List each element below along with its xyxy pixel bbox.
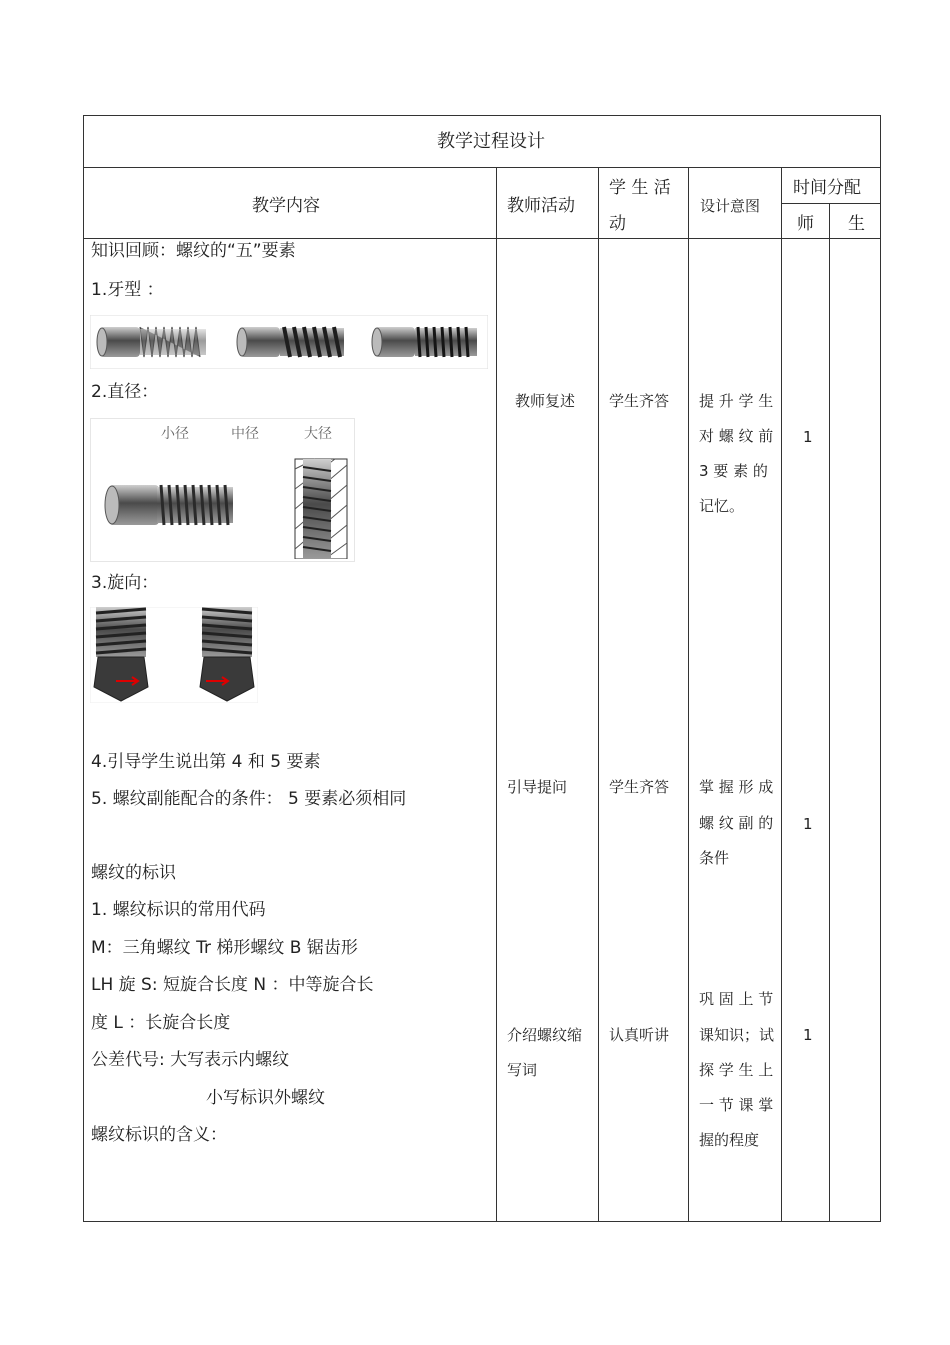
row3-time-teacher: 1: [803, 1026, 813, 1044]
minor-diameter-label: 小径: [161, 426, 189, 442]
header-time-student: 生: [848, 214, 865, 234]
col-divider-time: [829, 203, 830, 1222]
row3-teacher-activity-line2: 写词: [507, 1061, 538, 1079]
row1-student-activity: 学生齐答: [609, 392, 670, 410]
thread-marking-heading: 螺纹的标识: [91, 863, 176, 883]
triangular-thread-icon: [97, 327, 206, 357]
diameter-figure: [90, 418, 355, 562]
codes-line-1: M：三角螺纹 Tr 梯形螺纹 B 锯齿形: [91, 938, 358, 958]
row1-intent-line: 3 要 素 的: [699, 462, 768, 480]
codes-line-2: LH 旋 S: 短旋合长度 N ：中等旋合长: [91, 975, 374, 995]
row1-intent-line: 记忆。: [699, 497, 745, 515]
marking-meaning: 螺纹标识的含义：: [91, 1125, 227, 1145]
codes-line-3: 度 L ：长旋合长度: [91, 1013, 231, 1033]
rotation-direction-figure: [90, 607, 258, 703]
buttress-thread-icon: [372, 327, 477, 357]
major-diameter-label: 大径: [304, 426, 332, 442]
col-divider-content: [496, 167, 497, 1222]
header-student-activity-line1: 学 生 活: [609, 178, 671, 198]
row3-intent-line: 一 节 课 掌: [699, 1096, 774, 1114]
item-mating-condition: 5. 螺纹副能配合的条件： 5 要素必须相同: [91, 789, 407, 809]
row1-intent-line: 提 升 学 生: [699, 392, 774, 410]
row3-intent-line: 巩 固 上 节: [699, 990, 774, 1008]
table-left-border: [83, 115, 84, 1222]
row2-student-activity: 学生齐答: [609, 778, 670, 796]
item-elements-4-5: 4.引导学生说出第 4 和 5 要素: [91, 752, 321, 772]
table-top-border: [83, 115, 881, 116]
table-bottom-border: [83, 1221, 881, 1222]
header-design-intent: 设计意图: [700, 197, 761, 215]
row3-intent-line: 握的程度: [699, 1131, 760, 1149]
header-student-activity-line2: 动: [609, 214, 626, 234]
col-divider-intent: [781, 167, 782, 1222]
item-direction: 3.旋向：: [91, 573, 159, 593]
row2-intent-line: 掌 握 形 成: [699, 778, 774, 796]
row3-intent-line: 课知识；试: [699, 1026, 775, 1044]
tolerance-line-1: 公差代号: 大写表示内螺纹: [91, 1050, 290, 1070]
row3-student-activity: 认真听讲: [609, 1026, 670, 1044]
row2-intent-line: 螺 纹 副 的: [699, 814, 774, 832]
item-diameter: 2.直径：: [91, 382, 159, 402]
header-time-teacher: 师: [797, 214, 814, 234]
common-codes-heading: 1. 螺纹标识的常用代码: [91, 900, 266, 920]
table-right-border: [880, 115, 881, 1222]
header-content: 教学内容: [252, 196, 320, 216]
col-divider-teacher: [598, 167, 599, 1222]
diameter-illustration: [91, 449, 354, 559]
thread-profile-figure: [90, 315, 488, 369]
row1-time-teacher: 1: [803, 428, 813, 446]
table-title: 教学过程设计: [437, 131, 545, 152]
review-heading: 知识回顾：螺纹的“五”要素: [91, 241, 296, 261]
header-teacher-activity: 教师活动: [507, 196, 575, 216]
title-divider: [83, 167, 881, 168]
header-time-allocation: 时间分配: [793, 178, 861, 198]
row2-time-teacher: 1: [803, 815, 813, 833]
left-hand-thread-icon: [200, 607, 254, 701]
trapezoidal-thread-icon: [237, 327, 344, 357]
row2-intent-line: 条件: [699, 849, 730, 867]
header-divider: [83, 238, 881, 239]
row3-teacher-activity-line1: 介绍螺纹缩: [507, 1026, 583, 1044]
row2-teacher-activity: 引导提问: [507, 778, 568, 796]
row1-intent-line: 对 螺 纹 前: [699, 427, 774, 445]
item-thread-profile: 1.牙型 ：: [91, 280, 164, 300]
pitch-diameter-label: 中径: [231, 426, 259, 442]
right-hand-thread-icon: [94, 607, 148, 701]
row3-intent-line: 探 学 生 上: [699, 1061, 774, 1079]
row1-teacher-activity: 教师复述: [515, 392, 576, 410]
col-divider-student: [688, 167, 689, 1222]
tolerance-line-2: 小写标识外螺纹: [206, 1088, 325, 1108]
time-subheader-divider: [781, 203, 881, 204]
